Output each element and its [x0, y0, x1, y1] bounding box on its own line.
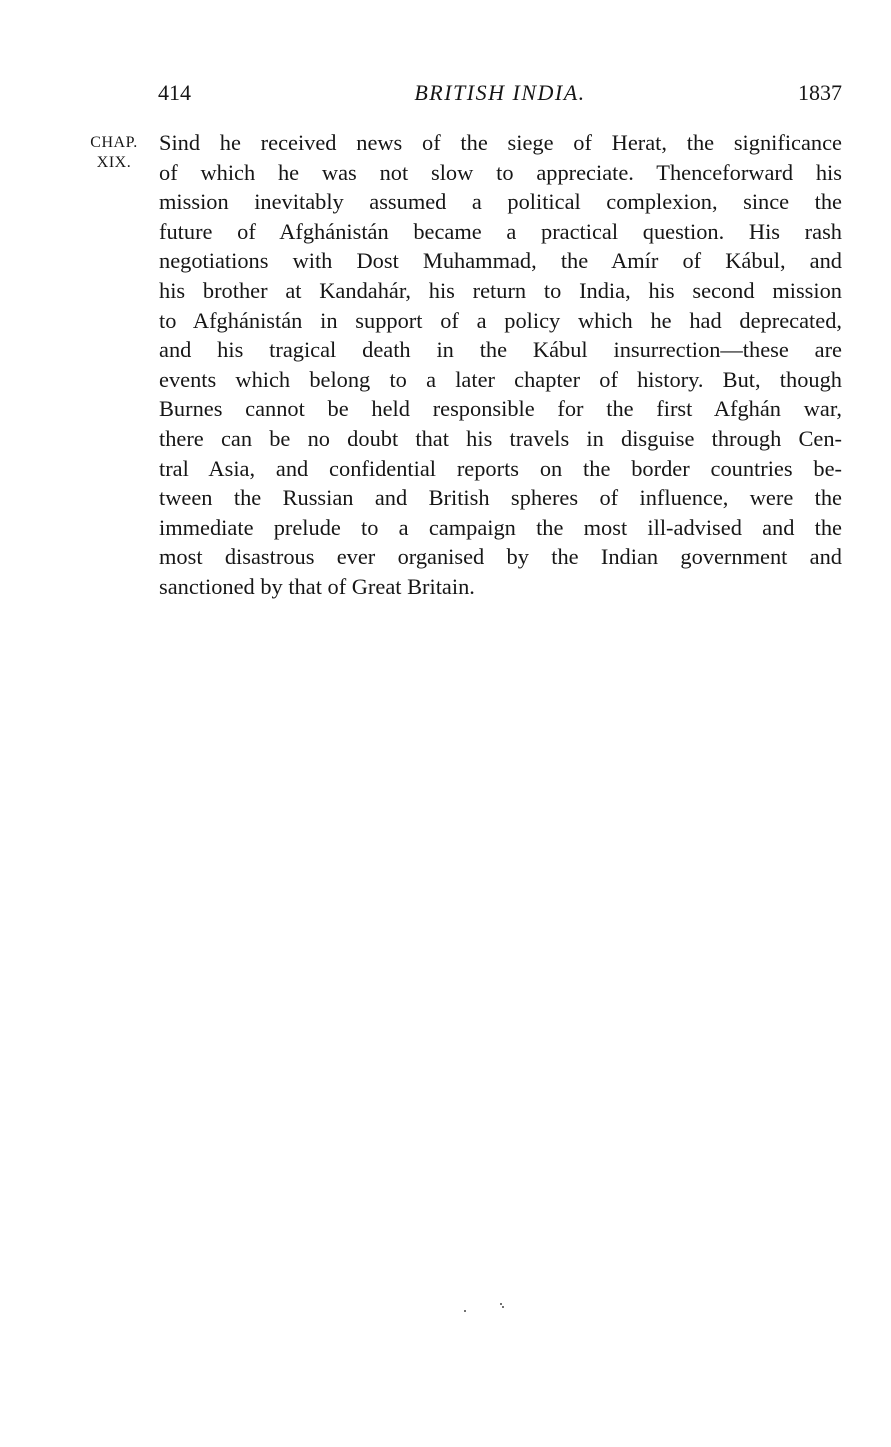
text-line: future of Afghánistán became a practical question. His rash	[159, 218, 842, 244]
running-title: BRITISH INDIA.	[414, 80, 586, 105]
text-line: his brother at Kandahár, his return to India, his second mission	[159, 277, 842, 303]
text-line: Sind he received news of the siege of Herat, the significance	[159, 130, 842, 155]
text-line: sanctioned by that of Great Britain.	[159, 573, 475, 599]
text-line: of which he was not slow to appreciate. Thenceforward his	[159, 159, 842, 185]
text-line: most disastrous ever organised by the Indian government and	[159, 544, 842, 570]
page-number: 414	[158, 80, 191, 105]
text-line: events which belong to a later chapter of history. But, though	[159, 366, 842, 392]
text-line: tral Asia, and confidential reports on the border countries be-	[159, 455, 842, 481]
text-line: tween the Russian and British spheres of influence, were the	[159, 485, 842, 511]
speck	[464, 1310, 466, 1312]
body-paragraph	[159, 128, 842, 602]
text-line: and his tragical death in the Kábul insurrection—these are	[159, 337, 842, 363]
text-line: negotiations with Dost Muhammad, the Amír of Kábul, and	[159, 248, 842, 274]
speck	[502, 1306, 504, 1308]
running-head	[158, 74, 842, 106]
text-line: Burnes cannot be held responsible for the first Afghán war,	[159, 396, 842, 422]
print-specks	[462, 1302, 522, 1318]
speck	[500, 1303, 502, 1305]
chapter-number: XIX.	[96, 154, 132, 171]
text-line: to Afghánistán in support of a policy which he had deprecated,	[159, 307, 842, 333]
text-line: there can be no doubt that his travels in disguise through Cen-	[159, 425, 842, 451]
running-year: 1837	[798, 80, 842, 105]
text-line: mission inevitably assumed a political complexion, since the	[159, 189, 842, 215]
chapter-margin-note	[76, 133, 152, 173]
chapter-label: CHAP.	[90, 134, 138, 151]
text-line: immediate prelude to a campaign the most ill-advised and the	[159, 514, 842, 540]
